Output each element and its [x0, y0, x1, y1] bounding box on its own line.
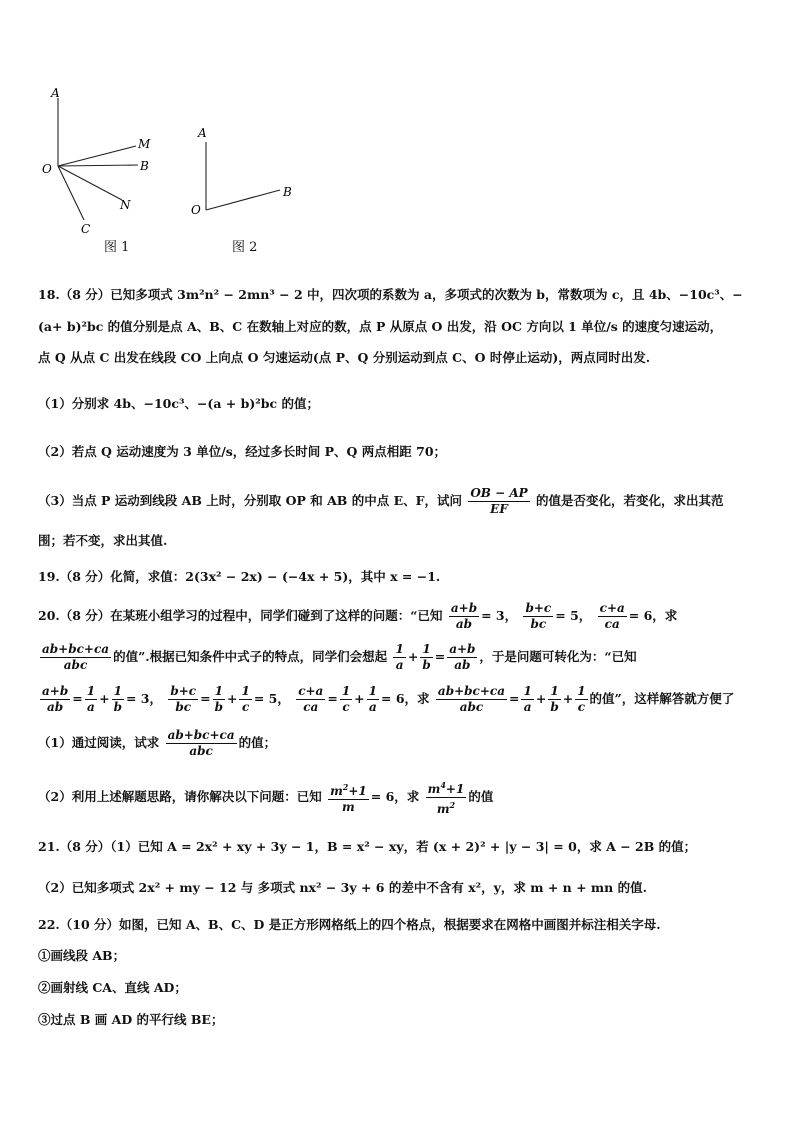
fig1-label-B: B: [140, 159, 149, 173]
q21-part2: （2）已知多项式 2x² + my − 12 与 多项式 nx² − 3y + 6 的差中不含有 x²，y，求 m + n + mn 的值.: [38, 880, 647, 895]
figure-2: [186, 120, 296, 224]
fig1-label-O: O: [42, 162, 52, 176]
q20-part1: （1）通过阅读，试求 $\frac{ab+bc+ca}{\text{abc}}$ 的值；: [38, 728, 277, 758]
q20-part2: （2）利用上述解题思路，请你解决以下问题：已知 $\frac{m^2+1}{m}$ = 6，求 $\frac{m^4+1}{m^2}$ 的值: [38, 780, 494, 816]
q18-part3-after: 的值是否变化，若变化，求出其范: [536, 493, 724, 508]
q18-line2: (a+ b)²bc 的值分别是点 A、B、C 在数轴上对应的数，点 P 从原点 O 出发，沿 OC 方向以 1 单位/s 的速度匀速运动，: [38, 319, 723, 334]
fig1-label-C: C: [81, 222, 91, 236]
q18-part2: （2）若点 Q 运动速度为 3 单位/s，经过多长时间 P、Q 两点相距 70；: [38, 444, 447, 459]
q21-part1: 21.（8 分）（1）已知 A = 2x² + xy + 3y − 1，B = x² − xy，若 (x + 2)² + |y − 3| = 0，求 A − 2B 的值；: [38, 839, 697, 854]
q22-step1: ①画线段 AB；: [38, 948, 126, 963]
fig2-label-A: A: [198, 126, 207, 140]
q19-text: 19.（8 分）化简，求值：2(3x² − 2x) − (−4x + 5)，其中 x = −1.: [38, 569, 441, 584]
ray-OB: [206, 190, 280, 210]
q22-intro: 22.（10 分）如图，已知 A、B、C、D 是正方形网格纸上的四个格点，根据要求在网格中画图并标注相关字母.: [38, 917, 661, 932]
fig1-label-N: N: [120, 198, 131, 212]
q22-step3: ③过点 B 画 AD 的平行线 BE；: [38, 1012, 224, 1027]
fig2-label-O: O: [191, 203, 201, 217]
fig1-label-M: M: [138, 137, 151, 151]
q22-step2: ②画射线 CA、直线 AD；: [38, 980, 187, 995]
q20-line2: $\frac{ab+bc+ca}{\text{abc}}$ 的值”.根据已知条件中式子的特点，同学们会想起 $\frac{1}{a}$ + $\frac{1}{b}$ = $\frac{a+b}{ab}$ ，于是问题可转化为：“已知: [42, 642, 637, 672]
q18-part3-before: （3）当点 P 运动到线段 AB 上时，分别取 OP 和 AB 的中点 E、F，试问: [38, 493, 462, 508]
q20-line1: 20.（8 分）在某班小组学习的过程中，同学们碰到了这样的问题：“已知 $\frac{a+b}{ab}$ = 3， $\frac{b+c}{bc}$ = 5， $\frac{c+a}{ca}$ = 6，求: [38, 601, 678, 631]
ray-OB: [58, 165, 138, 166]
fig2-label-B: B: [283, 185, 292, 199]
q20-line3: $\frac{a+b}{ab}$ = $\frac{1}{a}$ + $\frac{1}{b}$ = 3， $\frac{b+c}{bc}$ = $\frac{1}{b}$ + $\frac{1}{c}$ = 5， $\frac{c+a}{ca}$ = $\frac{1}{c}$ + $\frac{1}{a}$ = 6，求 $\frac{ab+bc+ca}{\text{abc}}$ = $\frac{1}{a}$ + $\frac{1}{b}$ + $\frac{1}{c}$ 的值”，这样解答就方便了: [42, 684, 735, 714]
fig2-caption: 图 2: [232, 240, 258, 255]
q18-part3: [38, 486, 724, 517]
figure-1: [36, 84, 166, 236]
q18-part3-fraction: $\frac{OB - AP}{EF}$: [470, 486, 528, 516]
q18-part1: （1）分别求 4b、−10c³、−(a + b)²bc 的值；: [38, 396, 319, 411]
q18-line3: 点 Q 从点 C 出发在线段 CO 上向点 O 匀速运动(点 P、Q 分别运动到点 C、O 时停止运动)，两点同时出发.: [38, 350, 651, 365]
q18-line1: 18.（8 分）已知多项式 3m²n² − 2mn³ − 2 中，四次项的系数为 a，多项式的次数为 b，常数项为 c，且 4b、−10c³、−: [38, 287, 743, 302]
ray-OC: [58, 166, 84, 220]
fig1-caption: 图 1: [104, 240, 130, 255]
ray-ON: [58, 166, 122, 200]
ray-OM: [58, 146, 136, 166]
fig1-label-A: A: [51, 86, 60, 100]
q18-part3-line2: 围；若不变，求出其值.: [38, 533, 168, 548]
